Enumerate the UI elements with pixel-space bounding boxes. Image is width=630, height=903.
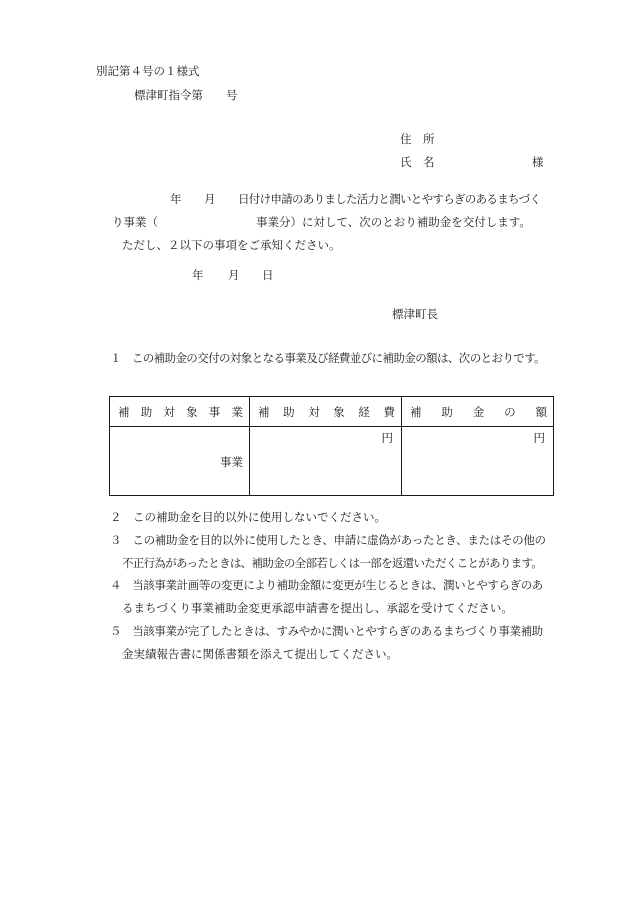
date-year: 年 (192, 268, 204, 282)
amount-yen: 円 (533, 431, 545, 445)
date-month: 月 (228, 268, 240, 282)
cell-amount[interactable] (402, 427, 554, 496)
item-3-line1: ３ この補助金を目的以外に使用したとき、申請に虚偽があったとき、またはその他の (110, 533, 546, 547)
command-number: 標津町指令第 号 (134, 88, 238, 102)
body-year: 年 (170, 192, 182, 206)
table-header-row (110, 397, 554, 427)
cell-project[interactable] (110, 427, 250, 496)
body-line2-a: り事業（ (112, 215, 158, 229)
subsidy-table (109, 396, 554, 496)
item-5-line1: ５ 当該事業が完了したときは、すみやかに潤いとやすらぎのあるまちづくり事業補助 (110, 624, 543, 638)
body-line1: 日付け申請のありました活力と潤いとやすらぎのあるまちづく (238, 192, 541, 206)
body-line2-b: 事業分）に対して、次のとおり補助金を交付します。 (256, 215, 531, 229)
honorific: 様 (532, 155, 544, 169)
item-4-line2: るまちづくり事業補助金変更承認申請書を提出し、承認を受けてください。 (122, 601, 513, 615)
item-3-line2: 不正行為があったときは、補助金の全部若しくは一部を返還いただくことがあります。 (122, 556, 543, 570)
table-row (110, 427, 554, 496)
item-5-line2: 金実績報告書に関係書類を添えて提出してください。 (122, 647, 398, 661)
cell-expense[interactable] (250, 427, 402, 496)
item-1: １ この補助金の交付の対象となる事業及び経費並びに補助金の額は、次のとおりです。 (110, 351, 546, 365)
date-day: 日 (262, 268, 274, 282)
form-label: 別記第４号の１様式 (96, 64, 200, 78)
address-label: 住 所 (400, 132, 435, 146)
header-expense: 補 助 対 象 経 費 (250, 397, 402, 427)
project-suffix: 事業 (220, 455, 243, 469)
header-project: 補 助 対 象 事 業 (110, 397, 250, 427)
name-label: 氏 名 (400, 155, 435, 169)
issuer: 標津町長 (392, 307, 438, 321)
item-4-line1: ４ 当該事業計画等の変更により補助金額に変更が生じるときは、潤いとやすらぎのあ (110, 578, 543, 592)
body-line3: ただし、２以下の事項をご承知ください。 (122, 238, 341, 252)
item-2: ２ この補助金を目的以外に使用しないでください。 (110, 510, 386, 524)
expense-yen: 円 (381, 431, 393, 445)
header-amount: 補 助 金 の 額 (402, 397, 554, 427)
body-month: 月 (204, 192, 216, 206)
